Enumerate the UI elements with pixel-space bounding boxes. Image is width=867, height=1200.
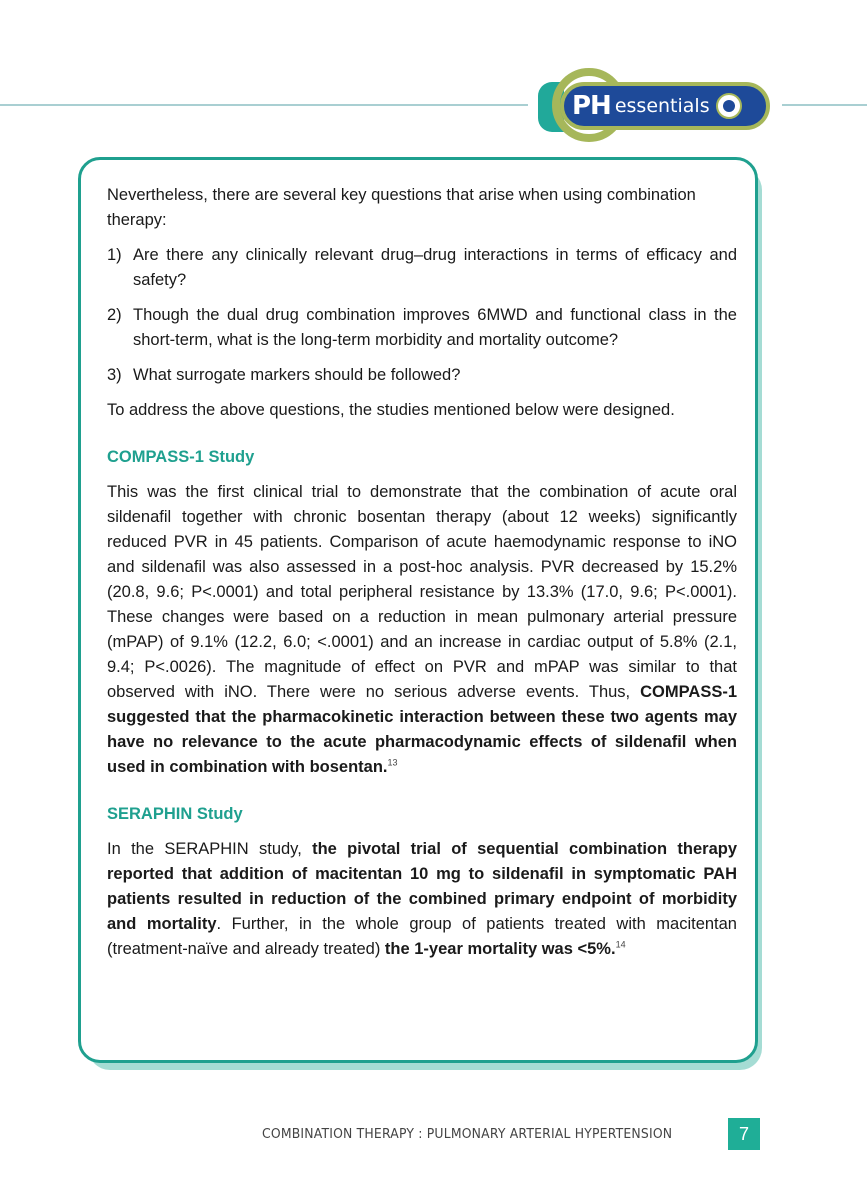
section-heading-seraphin: SERAPHIN Study: [107, 805, 243, 823]
intro-paragraph: Nevertheless, there are several key questions that arise when using combination therapy:: [107, 186, 696, 229]
globe-icon: [716, 93, 742, 119]
reference-14: 14: [615, 939, 626, 950]
header-rule-left: [0, 104, 528, 106]
seraphin-paragraph: [107, 837, 737, 962]
question-item: [107, 363, 737, 388]
reference-13: 13: [387, 757, 398, 768]
content-body: [107, 183, 737, 972]
question-number: 3): [107, 366, 122, 384]
footer-title: COMBINATION THERAPY : PULMONARY ARTERIAL HYPERTENSION: [262, 1126, 673, 1142]
compass-1-text: This was the first clinical trial to demonstrate that the combination of acute oral sildenafil together with chronic bosentan therapy (about 12 weeks) significantly reduced PVR in 45 patients. Comparison of acute haemodynamic response to iNO and sildenafil was also assessed in a post-hoc analysis. PVR decreased by 15.2% (20.8, 9.6; P<.0001) and total peripheral resistance by 13.3% (17.0, 9.6; P<.0001). These changes were based on a reduction in mean pulmonary arterial pressure (mPAP) of 9.1% (12.2, 6.0; <.0001) and an increase in cardiac output of 5.8% (2.1, 9.4; P<.0026). The magnitude of effect on PVR and mPAP was similar to that observed with iNO. There were no serious adverse events. Thus,: [107, 483, 737, 701]
page-number: 7: [728, 1118, 760, 1150]
page-footer: [262, 1118, 760, 1150]
transition-paragraph: To address the above questions, the studies mentioned below were designed.: [107, 401, 675, 419]
seraphin-text-2: . Further, in the whole group of patients treated with macitentan (treatment-naïve and already treated): [107, 915, 737, 958]
question-text: What surrogate markers should be followed?: [133, 366, 461, 384]
logo-pill: [560, 82, 770, 130]
question-item: [107, 243, 737, 293]
question-number: 1): [107, 246, 122, 264]
logo-suffix: essentials: [614, 95, 710, 117]
ph-essentials-logo: [538, 68, 774, 142]
seraphin-mortality: the 1-year mortality was <5%.: [384, 940, 616, 958]
question-item: [107, 303, 737, 353]
question-number: 2): [107, 306, 122, 324]
question-text: Are there any clinically relevant drug–drug interactions in terms of efficacy and safety?: [133, 246, 737, 289]
question-text: Though the dual drug combination improves 6MWD and functional class in the short-term, what is the long-term morbidity and mortality outcome?: [133, 306, 737, 349]
seraphin-text-1: In the SERAPHIN study,: [107, 840, 313, 858]
compass-1-paragraph: [107, 480, 737, 780]
compass-1-conclusion: COMPASS-1 suggested that the pharmacokinetic interaction between these two agents may have no relevance to the acute pharmacodynamic effects of sildenafil when used in combination with bosentan.: [107, 683, 737, 776]
section-heading-compass-1: COMPASS-1 Study: [107, 448, 255, 466]
questions-list: [107, 243, 737, 388]
seraphin-finding: the pivotal trial of sequential combination therapy reported that addition of macitentan 10 mg to sildenafil in symptomatic PAH patients resulted in reduction of the combined primary endpoint of morbidity and mortality: [107, 840, 737, 933]
header-rule-right: [782, 104, 867, 106]
logo-prefix: PH: [572, 91, 611, 121]
